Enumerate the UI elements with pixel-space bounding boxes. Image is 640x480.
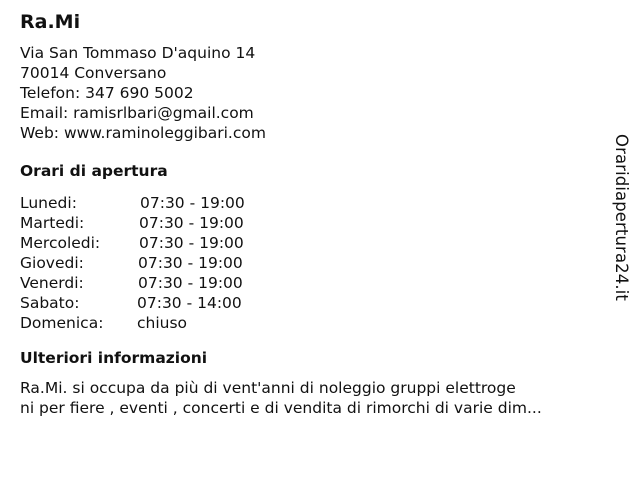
- time-value: 07:30 - 14:00: [137, 294, 242, 312]
- hours-row-monday: [20, 193, 600, 213]
- postal-city: 70014 Conversano: [20, 64, 167, 82]
- time-value: 07:30 - 19:00: [138, 274, 243, 292]
- site-watermark: Oraridiapertura24.it: [612, 134, 631, 301]
- business-name: Ra.Mi: [20, 11, 81, 33]
- description-line: Ra.Mi. si occupa da più di vent'anni di noleggio gruppi elettroge: [20, 379, 516, 397]
- hours-row-friday: [20, 273, 600, 293]
- day-label: Martedi:: [20, 214, 85, 232]
- opening-hours-table: [20, 193, 600, 333]
- hours-row-tuesday: [20, 213, 600, 233]
- phone-text: Telefon: 347 690 5002: [20, 84, 194, 102]
- day-label: Giovedi:: [20, 254, 84, 272]
- hours-row-thursday: [20, 253, 600, 273]
- time-value: chiuso: [137, 314, 188, 332]
- street-address: Via San Tommaso D'aquino 14: [20, 44, 256, 62]
- opening-hours-heading: Orari di apertura: [20, 162, 168, 180]
- time-value: 07:30 - 19:00: [140, 194, 245, 212]
- time-value: 07:30 - 19:00: [139, 214, 244, 232]
- description-line: ni per fiere , eventi , concerti e di vendita di rimorchi di varie dim...: [20, 399, 542, 417]
- business-description: [20, 378, 600, 418]
- time-value: 07:30 - 19:00: [138, 254, 243, 272]
- day-label: Sabato:: [20, 294, 80, 312]
- additional-info-heading: Ulteriori informazioni: [20, 349, 208, 367]
- hours-row-saturday: [20, 293, 600, 313]
- website-text: Web: www.raminoleggibari.com: [20, 124, 266, 142]
- email-text: Email: ramisrlbari@gmail.com: [20, 104, 254, 122]
- day-label: Mercoledi:: [20, 234, 101, 252]
- hours-row-wednesday: [20, 233, 600, 253]
- day-label: Venerdi:: [20, 274, 84, 292]
- business-card: [20, 10, 600, 418]
- day-label: Domenica:: [20, 314, 104, 332]
- hours-row-sunday: [20, 313, 600, 333]
- contact-block: [20, 43, 600, 143]
- day-label: Lunedi:: [20, 194, 77, 212]
- time-value: 07:30 - 19:00: [139, 234, 244, 252]
